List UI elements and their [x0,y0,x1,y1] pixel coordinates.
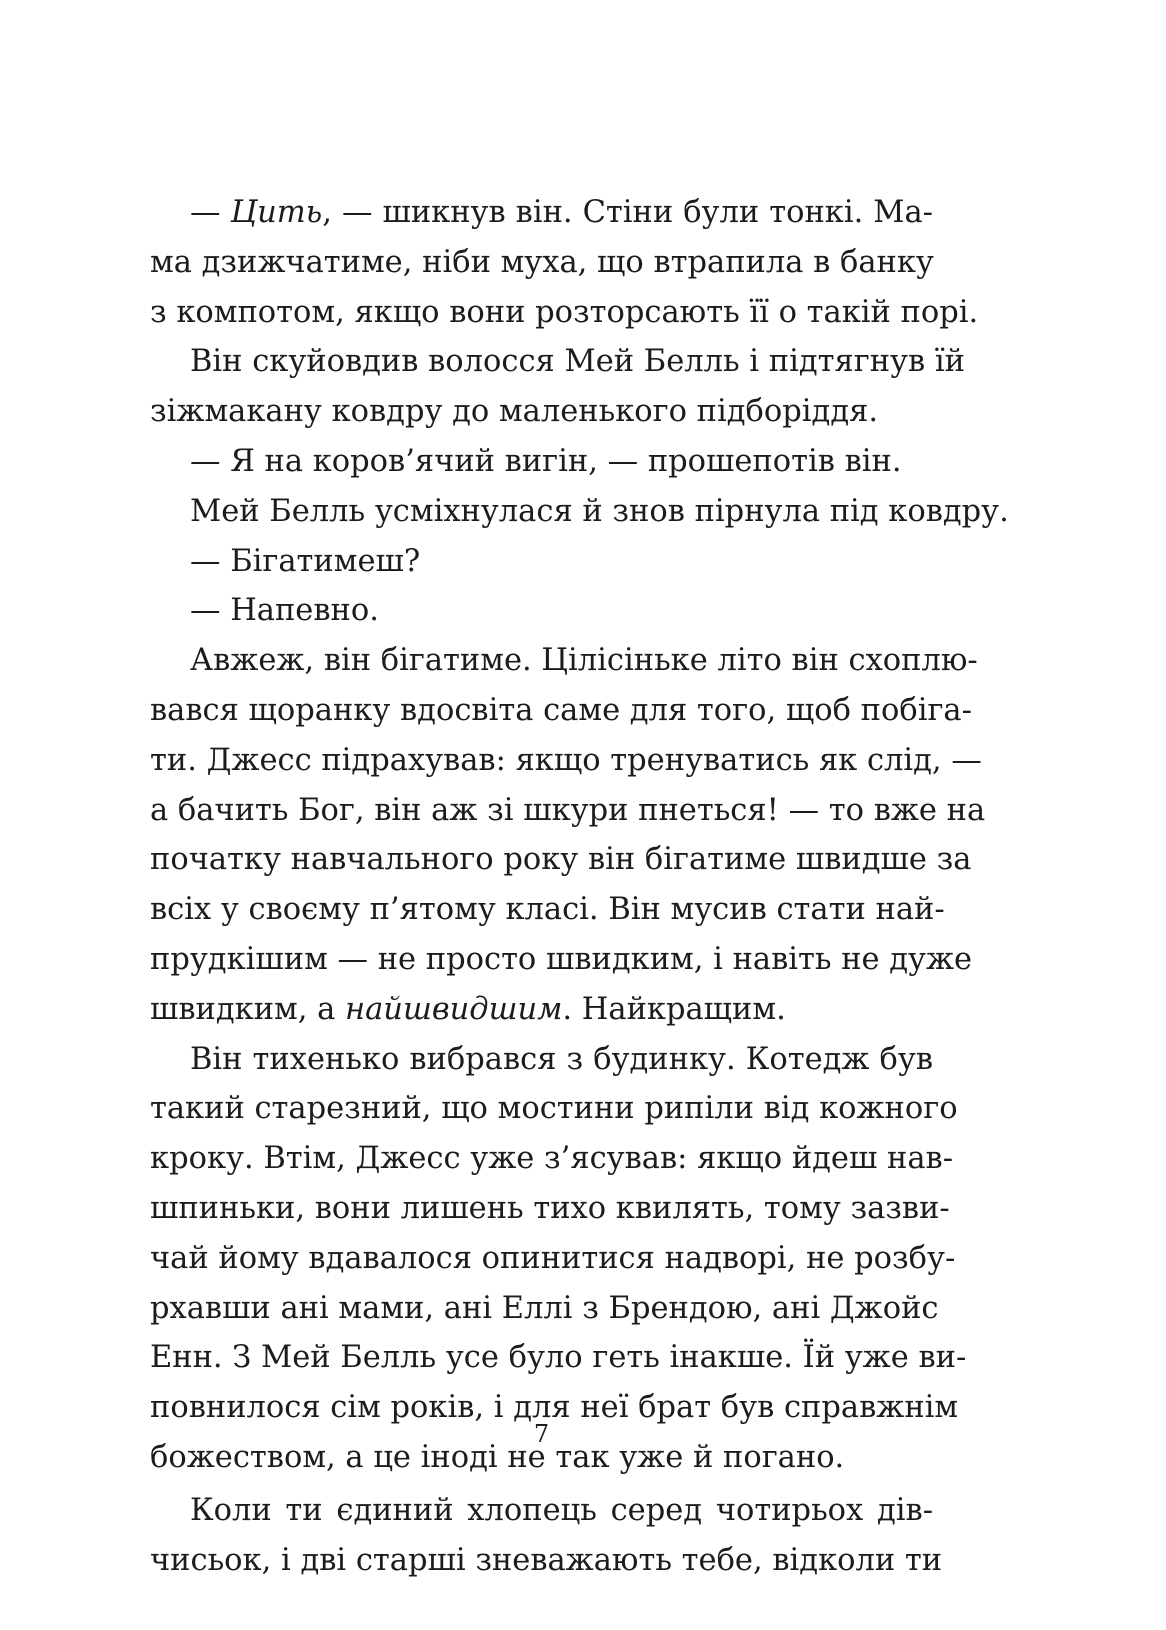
text-line: вався щоранку вдосвіта саме для того, щоб побіга- [150,692,972,728]
text-line [150,188,933,238]
text-line: Мей Белль усміхнулася й знов пірнула під ковдру. [190,493,1009,529]
text-segment: . Найкращим. [562,991,786,1027]
text-line: божеством, а це іноді не так уже й погано. [150,1439,845,1475]
text-line: повнилося сім років, і для неї брат був справжнім [150,1390,959,1426]
text-line: Він тихенько вибрався з будинку. Котедж був [190,1041,933,1077]
text-segment: , — шикнув він. Стіни були тонкі. Ма- [322,195,933,230]
text-line: ти. Джесс підрахував: якщо тренуватись як слід, — [150,742,982,778]
text-line: ма дзижчатиме, ніби муха, що втрапила в банку [150,244,934,280]
text-line: такий старезний, що мостини рипіли від кожного [150,1091,958,1127]
body-text [150,188,1009,1585]
text-line [150,985,933,1035]
text-line: прудкішим — не просто швидким, і навіть не дуже [150,941,973,977]
text-line: Енн. З Мей Белль усе було геть інакше. Їй уже ви- [150,1340,967,1376]
italic-text: найшвидшим [345,991,563,1027]
text-line: Авжеж, він бігатиме. Цілісіньке літо він схоплю- [190,643,978,679]
text-line: чисьок, і дві старші зневажають тебе, відколи ти [150,1542,943,1578]
text-segment: швидким, а [150,991,346,1027]
text-line: Він скуйовдив волосся Мей Белль і підтягнув їй [190,344,965,380]
text-line: — Бігатимеш? [190,543,421,579]
text-line: кроку. Втім, Джесс уже з’ясував: якщо йдеш нав- [150,1141,954,1177]
text-line: з компотом, якщо вони розторсають її о такій порі. [150,294,979,330]
text-line: Коли ти єдиний хлопець серед чотирьох дів- [190,1492,933,1528]
text-line: — Напевно. [190,593,379,629]
page-number: 7 [533,1420,550,1448]
text-line: а бачить Бог, він аж зі шкури пнеться! — то вже на [150,792,986,828]
italic-text: Цить [230,195,323,230]
text-line: всіх у своєму п’ятому класі. Він мусив стати най- [150,892,945,928]
text-line: початку навчального року він бігатиме швидше за [150,842,972,878]
text-line: зіжмакану ковдру до маленького підборіддя. [150,394,879,430]
text-line: — Я на коров’ячий вигін, — прошепотів він. [190,443,902,479]
text-line: рхавши ані мами, ані Еллі з Брендою, ані Джойс [150,1290,939,1326]
text-segment: — [190,195,231,230]
text-line: чай йому вдавалося опинитися надворі, не розбу- [150,1240,956,1276]
text-line: шпиньки, вони лишень тихо квилять, тому зазви- [150,1190,950,1226]
